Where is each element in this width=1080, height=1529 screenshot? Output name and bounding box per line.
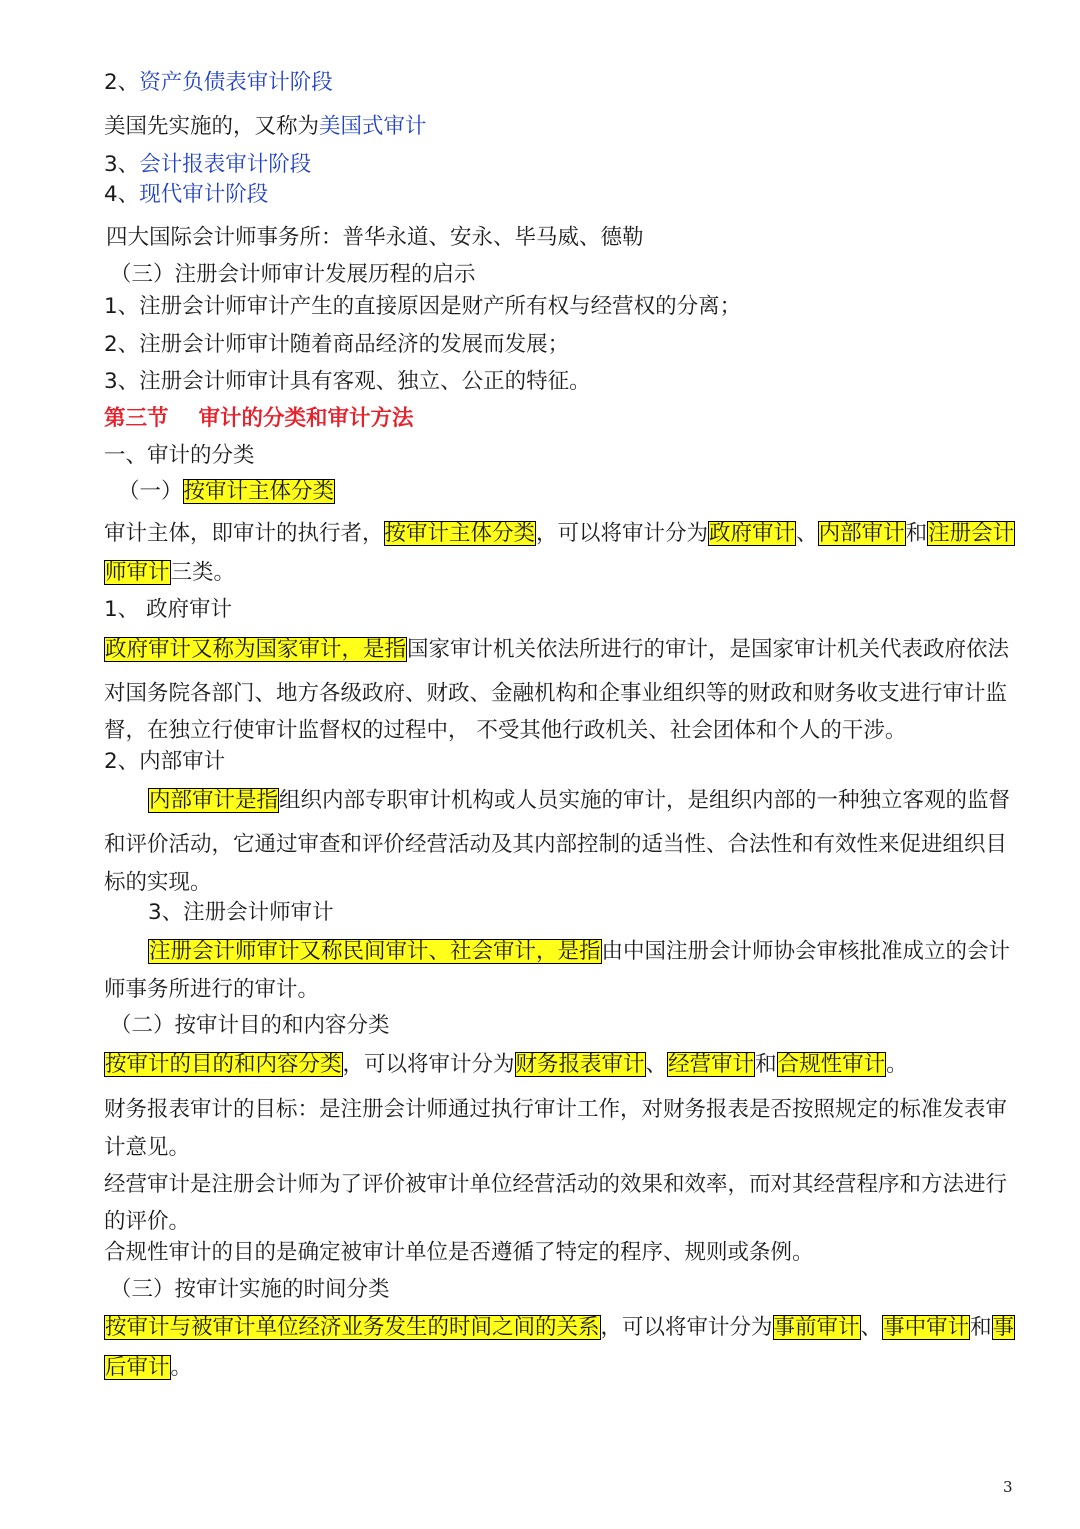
section-heading (104, 404, 414, 434)
body-text: 审计主体，即审计的执行者， (104, 521, 384, 546)
numbered-heading: 3、注册会计师审计 (148, 900, 334, 925)
highlighted-term: 注册会计师审计又称民间审计、社会审计，是指 (149, 939, 601, 964)
list-number: 2、 (104, 70, 140, 95)
blue-term: 美国式审计 (319, 114, 427, 139)
body-text: 。 (170, 1355, 193, 1380)
paragraph-line (104, 1353, 192, 1383)
paragraph-line: 对国务院各部门、地方各级政府、财政、金融机构和企事业组织等的财政和财务收支进行审计监 (104, 681, 1008, 706)
section-number: 第三节 (104, 406, 169, 431)
paragraph-line (148, 937, 1010, 967)
highlighted-term: 政府审计又称为国家审计，是指 (105, 637, 407, 662)
highlighted-term: 按审计主体分类 (384, 521, 536, 546)
body-text: 和 (755, 1052, 777, 1077)
stage-2-line (104, 68, 333, 98)
paragraph-line (104, 1050, 908, 1080)
highlighted-term: 事 (992, 1315, 1015, 1340)
subsection-heading: （二）按审计目的和内容分类 (110, 1013, 390, 1038)
highlighted-term: 按审计与被审计单位经济业务发生的时间之间的关系 (105, 1315, 600, 1340)
paragraph-line (104, 1313, 1015, 1343)
body-text: 国家审计机关依法所进行的审计，是国家审计机关代表政府依法 (407, 637, 1010, 662)
paragraph-line (104, 635, 1009, 665)
section-title: 审计的分类和审计方法 (198, 406, 414, 431)
body-text: 三类。 (170, 560, 236, 585)
highlighted-term: 财务报表审计 (515, 1052, 645, 1077)
body-text: ，可以将审计分为 (342, 1052, 515, 1077)
highlighted-term: 后审计 (105, 1355, 170, 1380)
body-text: 组织内部专职审计机构或人员实施的审计，是组织内部的一种独立客观的监督 (279, 788, 1011, 813)
stage-title: 会计报表审计阶段 (139, 152, 312, 177)
paragraph-line (104, 558, 235, 588)
highlighted-term: 事中审计 (883, 1315, 970, 1340)
paragraph-line: 计意见。 (104, 1135, 191, 1160)
body-text: ，可以将审计分为 (536, 521, 709, 546)
paragraph-line: 财务报表审计的目标：是注册会计师通过执行审计工作，对财务报表是否按照规定的标准发表审 (104, 1097, 1008, 1122)
paragraph-line: 督，在独立行使审计监督权的过程中， 不受其他行政机关、社会团体和个人的干涉。 (104, 718, 907, 743)
heading-prefix: （一） (118, 479, 183, 504)
body-text: 。 (886, 1052, 908, 1077)
us-audit-line (104, 112, 427, 142)
body-text: 美国先实施的，又称为 (104, 114, 320, 139)
highlighted-term: 内部审计 (818, 521, 905, 546)
body-text: 、 (860, 1315, 883, 1340)
body-text: 和 (905, 521, 928, 546)
subsection-heading (118, 477, 335, 507)
highlighted-term: 师审计 (105, 560, 170, 585)
highlighted-term: 政府审计 (709, 521, 796, 546)
body-text: ，可以将审计分为 (600, 1315, 773, 1340)
paragraph-line: 合规性审计的目的是确定被审计单位是否遵循了特定的程序、规则或条例。 (104, 1240, 814, 1265)
body-text: 和 (970, 1315, 992, 1340)
page-number: 3 (1003, 1478, 1013, 1496)
paragraph-line: 的评价。 (104, 1209, 191, 1234)
stage-title: 现代审计阶段 (139, 182, 269, 207)
paragraph-line: 师事务所进行的审计。 (104, 977, 320, 1002)
big-four-line: 四大国际会计师事务所：普华永道、安永、毕马威、德勒 (106, 225, 644, 250)
list-number: 3、 (104, 152, 140, 177)
highlighted-term: 事前审计 (773, 1315, 860, 1340)
paragraph-line: 经营审计是注册会计师为了评价被审计单位经营活动的效果和效率，而对其经营程序和方法进行 (104, 1172, 1008, 1197)
stage-4-line (104, 180, 268, 210)
highlighted-term: 按审计主体分类 (183, 479, 335, 504)
highlighted-term: 按审计的目的和内容分类 (105, 1052, 342, 1077)
highlighted-term: 经营审计 (668, 1052, 755, 1077)
paragraph-line: 和评价活动，它通过审查和评价经营活动及其内部控制的适当性、合法性和有效性来促进组织目 (104, 832, 1008, 857)
highlighted-term: 合规性审计 (777, 1052, 886, 1077)
numbered-heading: 1、 政府审计 (104, 597, 233, 622)
paragraph-line (104, 519, 1015, 549)
list-item: 1、注册会计师审计产生的直接原因是财产所有权与经营权的分离； (104, 294, 742, 319)
numbered-heading: 2、内部审计 (104, 749, 226, 774)
subsection-heading: （三）注册会计师审计发展历程的启示 (110, 262, 476, 287)
paragraph-line (148, 786, 1010, 816)
highlighted-term: 内部审计是指 (149, 788, 279, 813)
body-text: 、 (796, 521, 818, 546)
list-item: 3、注册会计师审计具有客观、独立、公正的特征。 (104, 369, 591, 394)
highlighted-term: 注册会计 (928, 521, 1015, 546)
paragraph-line: 标的实现。 (104, 870, 212, 895)
body-text: 由中国注册会计师协会审核批准成立的会计 (601, 939, 1011, 964)
subsection-heading: （三）按审计实施的时间分类 (110, 1277, 390, 1302)
heading-classification: 一、审计的分类 (104, 443, 255, 468)
stage-title: 资产负债表审计阶段 (139, 70, 333, 95)
list-item: 2、注册会计师审计随着商品经济的发展而发展； (104, 332, 570, 357)
stage-3-line (104, 150, 311, 180)
body-text: 、 (645, 1052, 668, 1077)
list-number: 4、 (104, 182, 140, 207)
